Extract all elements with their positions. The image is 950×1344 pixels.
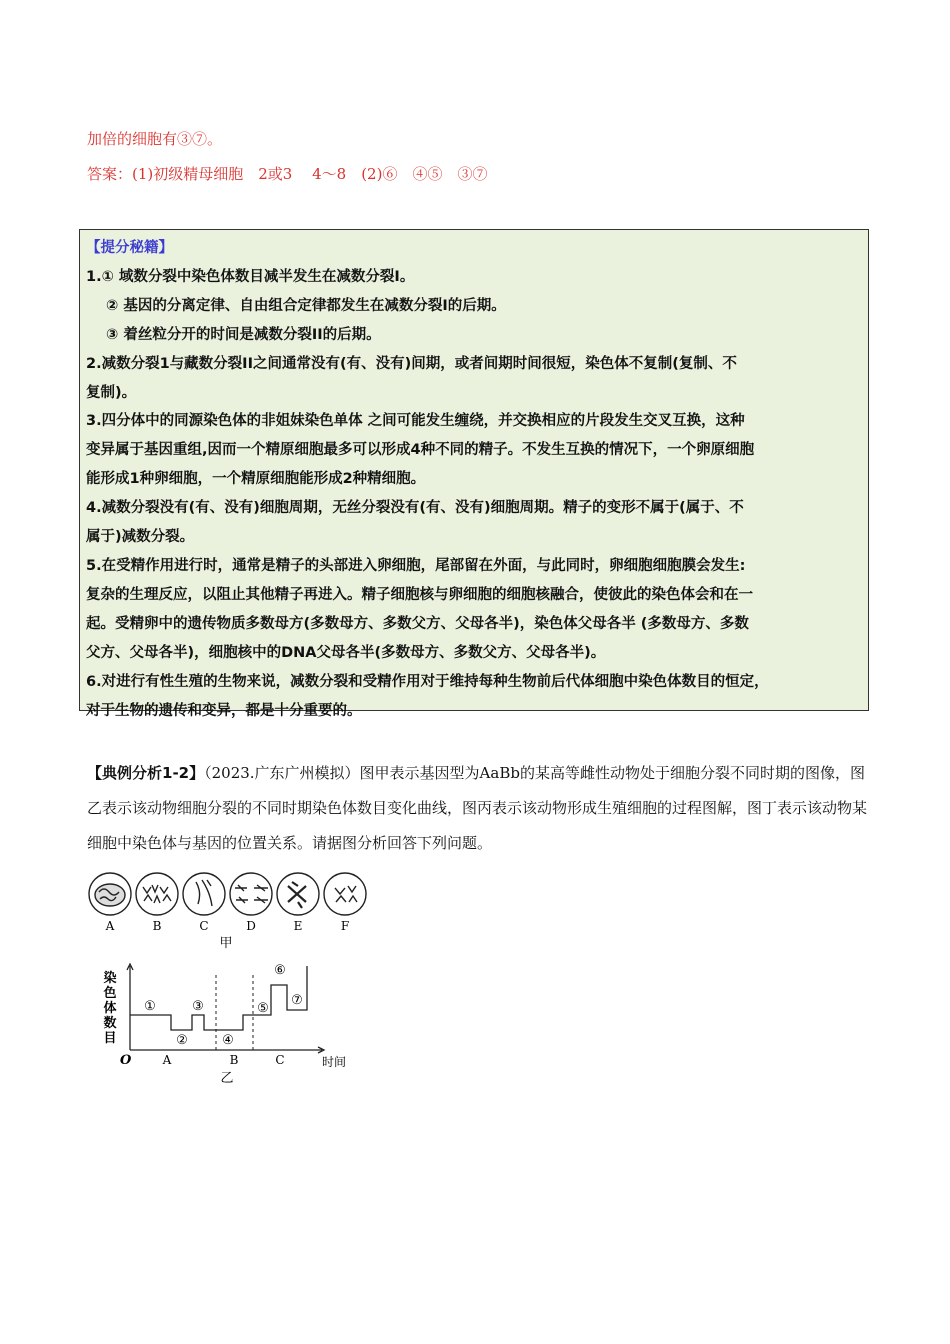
x-axis-label: 时间 [321, 1055, 347, 1069]
figure-yi-caption: 乙 [220, 1071, 234, 1086]
tips-line: 复制)。 [86, 384, 137, 401]
tips-line: 3.四分体中的同源染色体的非姐妹染色单体 之间可能发生缠绕，并交换相应的片段发生交叉互换，这种 [86, 413, 745, 430]
segment-6: ⑥ [274, 963, 286, 978]
cell-label-c: C [199, 919, 209, 933]
segment-4: ④ [222, 1033, 234, 1048]
stage-label-c: C [275, 1053, 285, 1067]
segment-2: ② [176, 1033, 188, 1048]
origin-label: O [120, 1053, 132, 1068]
cell-c-image [183, 873, 225, 915]
cell-label-d: D [246, 919, 256, 933]
tips-line: ② 基因的分离定律、自由组合定律都发生在减数分裂Ⅰ的后期。 [106, 297, 506, 314]
ylabel-char: 体 [103, 1001, 117, 1016]
cell-label-b: B [152, 919, 162, 933]
cell-b-image [136, 873, 178, 915]
ylabel-char: 目 [103, 1031, 117, 1046]
tips-line: 父方、父母各半)，细胞核中的DNA父母各半(多数母方、多数父方、父母各半)。 [86, 644, 606, 661]
tips-line: 能形成1种卵细胞，一个精原细胞能形成2种精细胞。 [86, 471, 426, 488]
tips-line: 起。受精卵中的遗传物质多数母方(多数母方、多数父方、父母各半)，染色体父母各半 (多数母方、多数 [86, 615, 749, 632]
segment-5: ⑤ [257, 1001, 269, 1016]
tips-title: 【提分秘籍】 [86, 240, 173, 256]
cell-label-e: E [293, 919, 303, 933]
cell-f-image [324, 873, 366, 915]
segment-3: ③ [192, 999, 204, 1014]
figure-jia-caption: 甲 [219, 936, 233, 951]
stage-label-a: A [162, 1053, 172, 1067]
cell-e-image [277, 873, 319, 915]
tips-box [79, 229, 869, 719]
ylabel-char: 数 [103, 1016, 117, 1031]
figure-yi-ylabel [103, 970, 116, 1046]
cell-a-image [89, 873, 131, 915]
tips-line: 属于)减数分裂。 [86, 529, 195, 546]
answer-continuation: 加倍的细胞有③⑦。 [87, 130, 223, 148]
answer-line: 答案：(1)初级精母细胞 2或3 4～8 (2)⑥ ④⑤ ③⑦ [87, 165, 488, 183]
tips-line: 变异属于基因重组,因而一个精原细胞最多可以形成4种不同的精子。不发生互换的情况下，一个卵原细胞 [86, 442, 755, 459]
tips-line: 1.① 域数分裂中染色体数目减半发生在减数分裂Ⅰ。 [86, 268, 415, 285]
stage-label-b: B [229, 1053, 239, 1067]
tips-line: 5.在受精作用进行时，通常是精子的头部进入卵细胞，尾部留在外面，与此同时，卵细胞细胞膜会发生: [86, 557, 746, 574]
tips-line: ③ 着丝粒分开的时间是减数分裂II的后期。 [106, 326, 381, 343]
figure-jia [86, 870, 376, 952]
ylabel-char: 染 [103, 971, 117, 986]
cell-d-image [230, 873, 272, 915]
cell-label-a: A [105, 919, 115, 933]
tips-line: 复杂的生理反应，以阻止其他精子再进入。精子细胞核与卵细胞的细胞核融合，使彼此的染色体会和在一 [86, 586, 753, 603]
segment-7: ⑦ [291, 993, 303, 1008]
tips-line: 6.对进行有性生殖的生物来说，减数分裂和受精作用对于维持每种生物前后代体细胞中染色体数目的恒定， [86, 673, 769, 690]
tips-line: 2.减数分裂1与藏数分裂II之间通常没有(有、没有)间期，或者间期时间很短，染色体不复制(复制、不 [86, 355, 737, 372]
ylabel-char: 色 [103, 986, 117, 1001]
cell-label-f: F [340, 919, 350, 933]
example-text: （2023.广东广州模拟）图甲表示基因型为AaBb的某高等雌性动物处于细胞分裂不同时期的图像，图乙表示该动物细胞分裂的不同时期染色体数目变化曲线，图丙表示该动物形成生殖细胞的过程图解，图丁表示该动物某细胞中染色体与基因的位置关系。请据图分析回答下列问题。 [87, 764, 868, 852]
example-paragraph [87, 756, 867, 861]
figure-yi [100, 960, 360, 1090]
example-tag: 【典例分析1-2】 [87, 764, 205, 782]
segment-1: ① [144, 999, 156, 1014]
tips-line: 4.减数分裂没有(有、没有)细胞周期，无丝分裂没有(有、没有)细胞周期。精子的变形不属于(属于、不 [86, 500, 744, 517]
tips-line: 对于生物的遗传和变异，都是十分重要的。 [86, 702, 362, 719]
